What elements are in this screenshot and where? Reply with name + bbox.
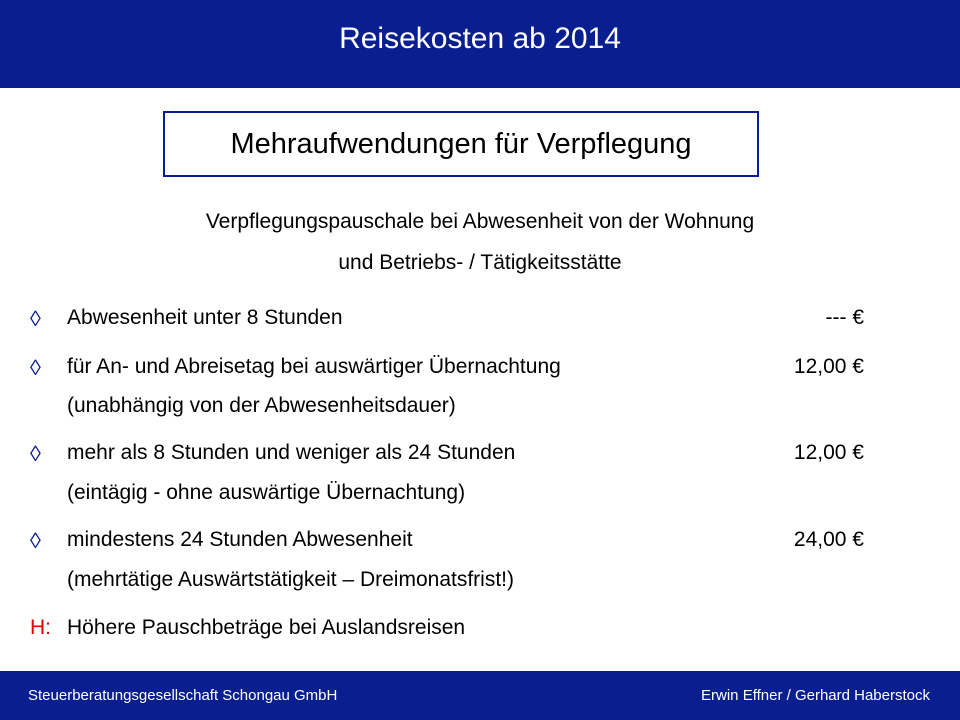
hint-text: Höhere Pauschbeträge bei Auslandsreisen <box>67 616 466 639</box>
section-title-box: Mehraufwendungen für Verpflegung <box>163 111 759 177</box>
footer-company: Steuerberatungsgesellschaft Schongau GmbH <box>28 687 338 704</box>
item-note: (eintägig - ohne auswärtige Übernachtung) <box>67 481 466 504</box>
item-label: mindestens 24 Stunden Abwesenheit <box>67 528 413 551</box>
subtitle-line-1: Verpflegungspauschale bei Abwesenheit von der Wohnung <box>205 210 755 233</box>
diamond-bullet-icon: ◊ <box>30 355 41 380</box>
diamond-bullet-icon: ◊ <box>30 528 41 553</box>
item-amount: 12,00 € <box>793 441 864 464</box>
item-label: mehr als 8 Stunden und weniger als 24 Stunden <box>67 441 516 464</box>
item-label: für An- und Abreisetag bei auswärtiger Übernachtung <box>67 355 561 378</box>
item-label: Abwesenheit unter 8 Stunden <box>67 306 343 329</box>
item-amount: 24,00 € <box>793 528 864 551</box>
footer-bar <box>0 671 960 720</box>
diamond-bullet-icon: ◊ <box>30 306 41 331</box>
header-bar <box>0 0 960 88</box>
item-note: (unabhängig von der Abwesenheitsdauer) <box>67 394 456 417</box>
page-title: Reisekosten ab 2014 <box>339 22 621 55</box>
item-note: (mehrtätige Auswärtstätigkeit – Dreimonatsfrist!) <box>67 568 514 591</box>
footer-authors: Erwin Effner / Gerhard Haberstock <box>701 687 930 704</box>
hint-marker: H: <box>30 616 51 639</box>
diamond-bullet-icon: ◊ <box>30 441 41 466</box>
item-amount: --- € <box>825 306 864 329</box>
item-amount: 12,00 € <box>793 355 864 378</box>
subtitle-line-2: und Betriebs- / Tätigkeitsstätte <box>338 251 622 274</box>
